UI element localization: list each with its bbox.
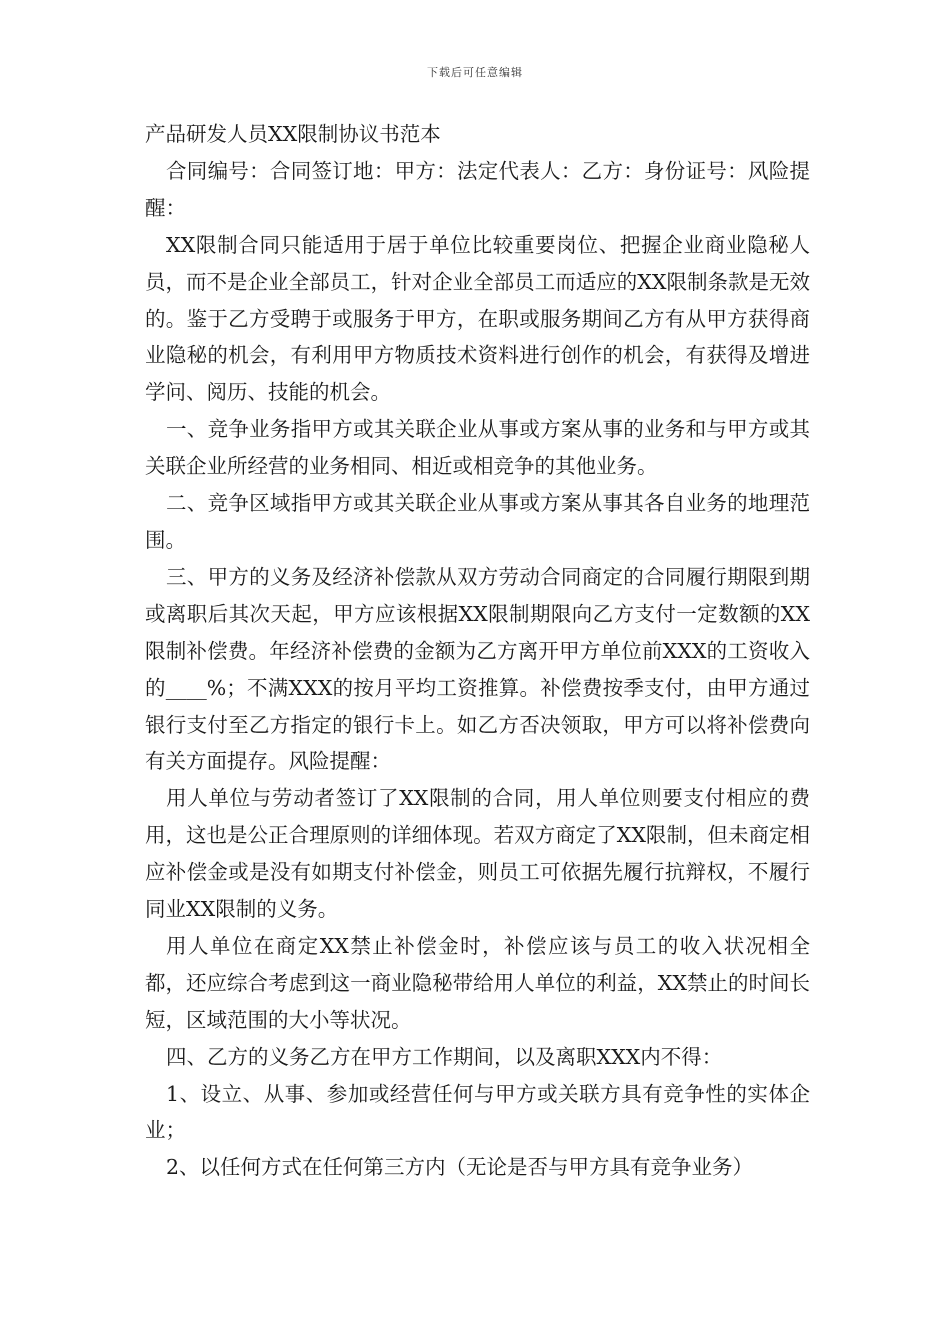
paragraph-clause-2: 二、竞争区域指甲方或其关联企业从事或方案从事其各自业务的地理范围。 <box>145 491 810 552</box>
paragraph-item-2: 2、以任何方式在任何第三方内（无论是否与甲方具有竞争业务） <box>166 1155 754 1180</box>
paragraph-compensation-factors: 用人单位在商定XX禁止补偿金时，补偿应该与员工的收入状况相全都，还应综合考虑到这一商业隐秘带给用人单位的利益，XX禁止的时间长短，区域范围的大小等状况。 <box>145 933 810 1032</box>
document-body <box>145 116 810 1186</box>
page-header-note: 下载后可任意编辑 <box>427 66 523 79</box>
document-title: 产品研发人员XX限制协议书范本 <box>145 122 441 146</box>
paragraph-contract-info: 合同编号：合同签订地：甲方：法定代表人：乙方：身份证号：风险提醒： <box>145 158 810 220</box>
paragraph-clause-4: 四、乙方的义务乙方在甲方工作期间，以及离职XXX内不得： <box>166 1044 723 1069</box>
paragraph-item-1: 1、设立、从事、参加或经营任何与甲方或关联方具有竞争性的实体企业； <box>145 1081 810 1143</box>
paragraph-clause-1: 一、竞争业务指甲方或其关联企业从事或方案从事的业务和与甲方或其关联企业所经营的业务相同、相近或相竞争的其他业务。 <box>145 417 810 479</box>
paragraph-scope-note: XX限制合同只能适用于居于单位比较重要岗位、把握企业商业隐秘人员，而不是企业全部员工，针对企业全部员工而适应的XX限制条款是无效的。鉴于乙方受聘于或服务于甲方，在职或服务期间乙方有从甲方获得商业隐秘的机会，有利用甲方物质技术资料进行创作的机会，有获得及增进学问、阅历、技能的机会。 <box>145 232 810 405</box>
paragraph-compensation-note: 用人单位与劳动者签订了XX限制的合同，用人单位则要支付相应的费用，这也是公正合理原则的详细体现。若双方商定了XX限制，但未商定相应补偿金或是没有如期支付补偿金，则员工可依据先履行抗辩权，不履行同业XX限制的义务。 <box>145 786 810 922</box>
paragraph-clause-3: 三、甲方的义务及经济补偿款从双方劳动合同商定的合同履行期限到期或离职后其次天起，甲方应该根据XX限制期限向乙方支付一定数额的XX限制补偿费。年经济补偿费的金额为乙方离开甲方单位前XXX的工资收入的____%；不满XXX的按月平均工资推算。补偿费按季支付，由甲方通过银行支付至乙方指定的银行卡上。如乙方否决领取，甲方可以将补偿费向有关方面提存。风险提醒： <box>145 564 810 774</box>
